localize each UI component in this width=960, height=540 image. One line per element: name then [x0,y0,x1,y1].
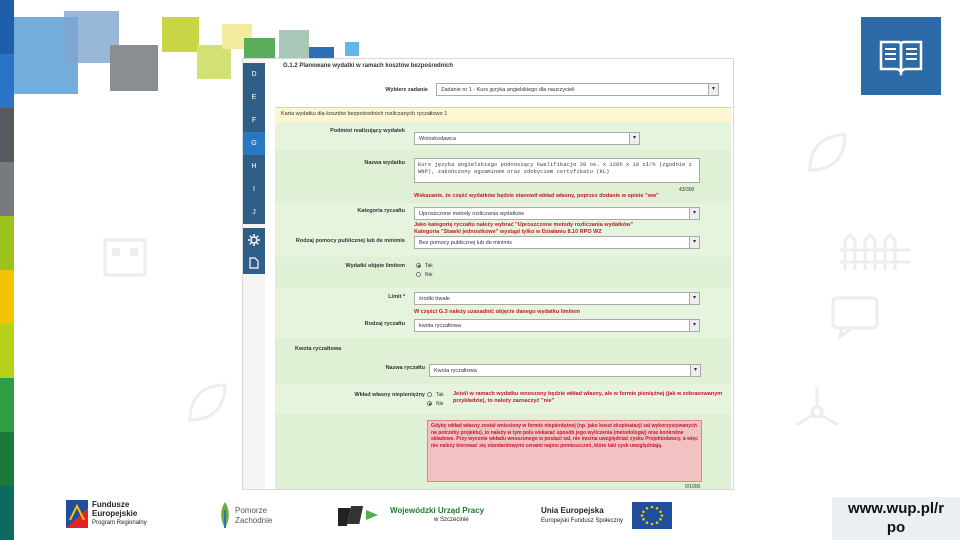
pomorze-zachodnie-logo [217,500,287,532]
ue-line2: Europejski Fundusz Społeczny [541,518,624,524]
wup-line2: w Szczecinie [434,517,469,523]
aid-select[interactable]: Bez pomocy publicznej lub de minimis ▾ [414,236,700,249]
fe-line2: Europejskie [92,509,138,518]
form-screenshot [242,58,734,490]
pomorze-line2: Zachodnie [235,516,273,525]
chevron-down-icon: ▾ [689,293,699,304]
document-icon [249,257,259,269]
name-char-counter: 43/300 [679,187,695,193]
chevron-down-icon: ▾ [689,237,699,248]
category-label: Kategoria ryczałtu [357,208,405,214]
chevron-down-icon: ▾ [689,320,699,331]
limit-label: Wydatki objęte limitem [345,263,405,269]
nav-item-d[interactable]: D [243,63,265,86]
ue-logo [541,502,676,532]
limit-no-radio[interactable] [416,272,421,277]
fence-icon [840,230,910,275]
chevron-down-icon: ▾ [629,133,639,144]
lumpsum-amount-label: Kwota ryczałtowa [295,346,342,352]
note-nonmonetary: Gdyby wkład własny został wniesiony w formie niepieniężnej (np. jako koszt eksploatacji sal wykorzystywanych na potrzeby projektu), to należy w tym polu wskazać sposób jego wyliczenia (metodologię) oraz konkretne składowe. Przy wycenie wkładu wnoszonego w postaci sal, nie można uwzględniać zysku Projektodawcy, a więc nie należy kierować się standardowymi cenami najmu pomieszczeń, które taki zysk uwzględniają. [431,423,698,449]
note-own-contribution-form: Jeżeli w ramach wydatku wnoszony będzie wkład własny, ale w formie pieniężnej (jak w zobrazowanym przykładzie), to należy zaznaczyć "nie" [453,391,723,404]
chevron-down-icon: ▾ [689,208,699,219]
limit-no-label: Nie [425,272,433,278]
form-content [273,59,731,490]
entity-select[interactable]: Wnioskodawca ▾ [414,132,640,145]
task-select[interactable]: Zadanie nr 1 - Kurs języka angielskiego dla nauczycieli ▾ [436,83,719,96]
nav-item-h[interactable]: H [243,155,265,178]
wup-line1: Wojewódzki Urząd Pracy [390,506,485,515]
nav-pdf[interactable] [243,251,265,274]
task-label: Wybierz zadanie [385,87,428,93]
name-label: Nazwa wydatku [364,160,405,166]
decor-square [162,17,199,52]
leaf-icon [805,130,850,175]
open-book-icon [878,36,924,76]
eu-flag-icon [632,502,672,529]
wup-emblem-icon [338,502,382,528]
own-yes-label: Tak [436,392,444,398]
leaf-icon [185,380,230,425]
nav-item-f[interactable]: F [243,109,265,132]
own-yes-radio[interactable] [427,392,432,397]
left-color-strip [0,0,14,540]
bottom-char-counter: 0/1000 [685,484,701,490]
aid-label: Rodzaj pomocy publicznej lub de minimis [295,238,405,244]
windmill-icon [790,385,845,440]
nav-item-g[interactable]: G [243,132,265,155]
url-line1: www.wup.pl/r [847,500,945,517]
chevron-down-icon: ▾ [690,365,700,376]
decor-square [345,42,359,56]
nav-item-i[interactable]: I [243,178,265,201]
section-nav [243,59,265,490]
category-select[interactable]: Uproszczone metody rozliczania wydatków ▾ [414,207,700,220]
building-icon [100,230,150,280]
limit-yes-label: Tak [425,263,433,269]
website-url[interactable] [832,497,960,540]
own-no-label: Nie [436,401,444,407]
book-icon-box [861,17,941,95]
lumpsum-name-select[interactable]: Kwota ryczałtowa ▾ [429,364,701,377]
decor-square [244,38,275,60]
expense-card [275,107,731,490]
wup-logo [338,502,488,532]
limit-yes-radio[interactable] [416,263,421,268]
fe-emblem-icon [66,500,88,528]
decor-square [279,30,309,58]
section-title: G.1.2 Planowane wydatki w ramach kosztów bezpośrednich [283,63,454,69]
note-category: Jako kategorię ryczałtu należy wybrać "Uproszczone metody rozliczania wydatków" [414,222,634,228]
lumpsum-name-label: Nazwa ryczałtu [385,365,425,371]
limit-type-label: Limit * [388,294,405,300]
decor-square [110,45,158,91]
pomorze-emblem-icon [217,500,233,530]
pomorze-line1: Pomorze [235,506,268,515]
lumpsum-type-select[interactable]: kwota ryczałtowa ▾ [414,319,700,332]
expense-card-header: Karta wydatku dla kosztów bezpośrednich rozliczanych ryczałtowo 1 [275,108,731,122]
fe-line1: Fundusze [92,500,130,509]
nav-settings[interactable] [243,228,265,251]
chat-icon [830,295,880,340]
gear-icon [248,234,260,246]
nav-item-e[interactable]: E [243,86,265,109]
own-no-radio[interactable] [427,401,432,406]
own-contribution-label: Wkład własny niepieniężny [354,392,425,398]
ue-line1: Unia Europejska [541,506,604,515]
note-own-contribution-marker: Wskazanie, że część wydatków będzie stanowił wkład własny, poprzez dodanie w opisie "ww" [414,193,659,199]
url-line2: po [886,519,906,536]
lumpsum-type-label: Rodzaj ryczałtu [364,321,405,327]
chevron-down-icon: ▾ [708,84,718,95]
nav-item-j[interactable]: J [243,201,265,224]
entity-label: Podmiot realizujący wydatek [330,128,405,134]
limit-type-select[interactable]: środki trwałe ▾ [414,292,700,305]
name-textarea[interactable]: Kurs języka angielskiego podnoszący kwalifikacje 20 os. x 120h x 10 zł/h (zgodnie z WNP), zakończony egzaminem oraz zdobyciem certyfikatu (KL) [414,158,700,183]
note-stawki: Kategoria "Stawki jednostkowe" wystąpi tylko w Działaniu 8.10 RPO WZ [414,229,602,235]
fundusze-europejskie-logo [66,498,176,534]
decor-square [197,45,231,79]
note-limit: W części G.3 należy uzasadnić objęcie danego wydatku limitem [414,309,580,315]
fe-line3: Program Regionalny [92,520,147,526]
